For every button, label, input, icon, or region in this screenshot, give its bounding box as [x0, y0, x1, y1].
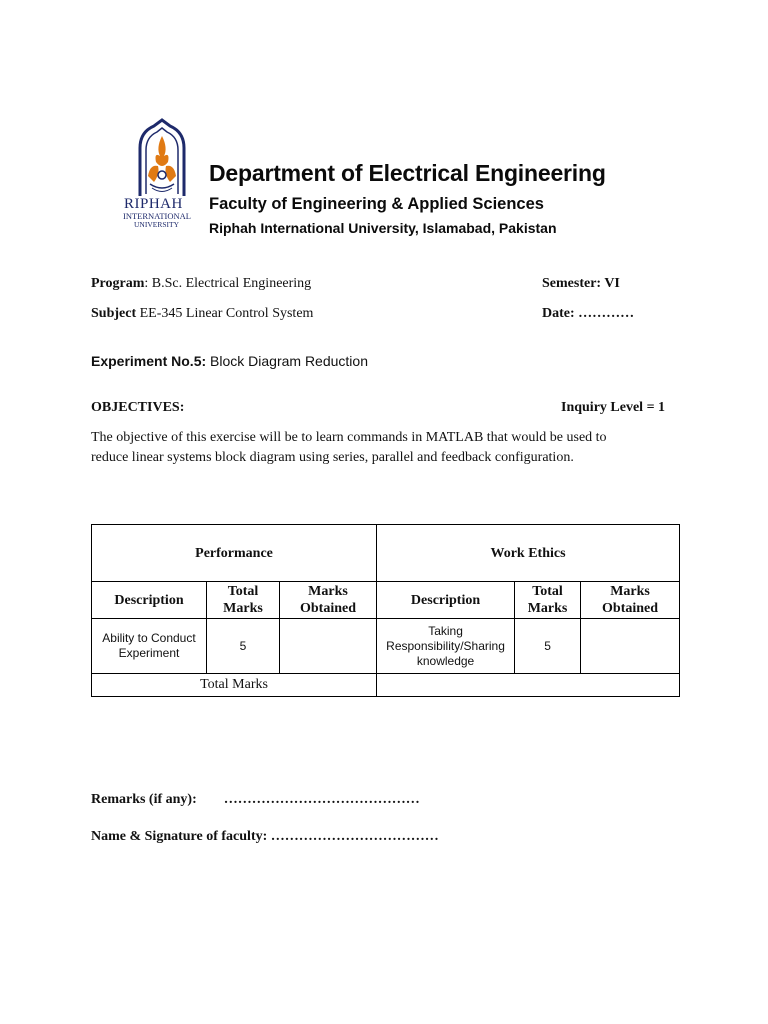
faculty-title: Faculty of Engineering & Applied Sciences	[209, 195, 544, 213]
total-marks-header-2-line1: Total	[532, 584, 563, 599]
marks-obtained-header-2-line1: Marks	[610, 584, 650, 599]
inquiry-level-text: Inquiry Level = 1	[561, 400, 666, 415]
total-marks-value	[377, 674, 680, 697]
subject-label: Subject	[91, 306, 137, 321]
marks-obtained-header-1-line2: Obtained	[300, 601, 357, 616]
objectives-heading-text: OBJECTIVES:	[91, 400, 185, 415]
marks-obtained-header-1-line1: Marks	[308, 584, 348, 599]
total-marks-header-1-line1: Total	[227, 584, 259, 599]
responsibility-description-line1: Taking	[428, 623, 463, 638]
total-marks-label: Total Marks	[92, 674, 377, 697]
ability-description-line2: Experiment	[118, 646, 180, 660]
total-marks-header-1	[207, 582, 280, 619]
program-label: Program	[91, 276, 145, 291]
signature-line	[91, 829, 439, 845]
responsibility-description-line3: knowledge	[416, 653, 475, 668]
responsibility-total-marks: 5	[515, 619, 581, 674]
description-header-2: Description	[377, 582, 515, 619]
logo-text-line1: RIPHAH	[124, 196, 183, 212]
ability-marks-obtained	[280, 619, 377, 674]
table-column-header-row	[92, 582, 680, 619]
marks-table	[91, 524, 680, 697]
marks-obtained-header-2-line2: Obtained	[602, 601, 659, 616]
objectives-paragraph	[91, 428, 691, 468]
total-marks-row	[92, 674, 680, 697]
program-value: : B.Sc. Electrical Engineering	[144, 276, 312, 291]
subject-value: EE-345 Linear Control System	[136, 306, 314, 321]
date-label: Date: …………	[542, 306, 635, 321]
ability-description-line1: Ability to Conduct	[102, 631, 196, 645]
ability-description-cell	[92, 619, 207, 674]
table-group-header-row	[92, 525, 680, 582]
work-ethics-header: Work Ethics	[377, 525, 680, 582]
program-line	[91, 276, 311, 292]
remarks-dots: ……………………………………	[223, 792, 420, 807]
total-marks-header-1-line2: Marks	[223, 601, 263, 616]
table-row	[92, 619, 680, 674]
marks-obtained-header-2	[581, 582, 680, 619]
experiment-label: Experiment No.5:	[91, 353, 207, 369]
experiment-title: Block Diagram Reduction	[206, 353, 368, 369]
total-marks-header-2	[515, 582, 581, 619]
logo-text-line3: UNIVERSITY	[134, 220, 179, 229]
semester-line	[542, 276, 620, 292]
university-title: Riphah International University, Islamabad, Pakistan	[209, 220, 557, 236]
objectives-line-1: The objective of this exercise will be to learn commands in MATLAB that would be used to	[91, 430, 607, 445]
objectives-heading	[91, 400, 184, 416]
responsibility-description-line2: Responsibility/Sharing	[386, 638, 505, 653]
inquiry-level	[561, 400, 665, 416]
experiment-line	[91, 353, 368, 369]
remarks-label: Remarks (if any):	[91, 792, 197, 807]
department-title: Department of Electrical Engineering	[209, 160, 606, 186]
objectives-line-2: reduce linear systems block diagram using series, parallel and feedback configuration.	[91, 450, 574, 465]
description-header-1: Description	[92, 582, 207, 619]
logo-text-line2: INTERNATIONAL	[123, 211, 191, 221]
ability-total-marks: 5	[207, 619, 280, 674]
marks-obtained-header-1	[280, 582, 377, 619]
total-marks-header-2-line2: Marks	[527, 601, 568, 616]
semester-label: Semester: VI	[542, 276, 620, 291]
responsibility-marks-obtained	[581, 619, 680, 674]
signature-label: Name & Signature of faculty:	[91, 829, 268, 844]
remarks-line	[91, 792, 420, 808]
signature-dots: ………………………………	[270, 829, 439, 844]
performance-header: Performance	[92, 525, 377, 582]
date-line	[542, 306, 634, 322]
responsibility-description-cell	[377, 619, 515, 674]
subject-line	[91, 306, 313, 322]
